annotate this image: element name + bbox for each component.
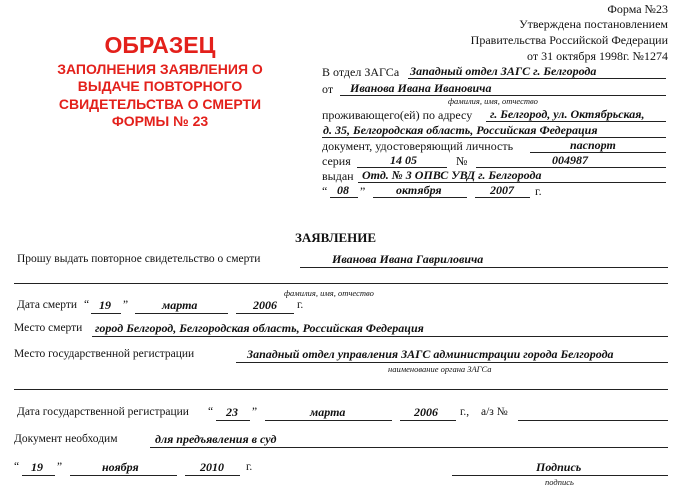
death-place: город Белгород, Белгородская область, Российская Федерация bbox=[95, 321, 424, 335]
reg-date-label: Дата государственной регистрации bbox=[17, 406, 189, 418]
sample-subtitle-3: СВИДЕТЕЛЬСТВА О СМЕРТИ bbox=[58, 96, 262, 112]
death-year-suffix: г. bbox=[297, 299, 304, 311]
death-month: марта bbox=[162, 298, 198, 312]
series-value: 14 05 bbox=[390, 153, 417, 167]
form-number: Форма №23 bbox=[607, 2, 668, 16]
signature-line bbox=[452, 475, 668, 476]
sign-month: ноября bbox=[102, 460, 139, 474]
from-value: Иванова Ивана Ивановича bbox=[350, 81, 492, 95]
record-label: а/з № bbox=[481, 406, 508, 418]
reg-month-line bbox=[265, 420, 392, 421]
issued-day: 08 bbox=[337, 183, 349, 197]
death-year: 2006 bbox=[253, 298, 277, 312]
number-label: № bbox=[456, 154, 468, 168]
death-day: 19 bbox=[99, 298, 111, 312]
issued-date-q-open: “ bbox=[322, 184, 328, 198]
to-label: В отдел ЗАГСа bbox=[322, 65, 400, 79]
doc-needed-label: Документ необходим bbox=[14, 433, 118, 445]
sign-year: 2010 bbox=[200, 460, 224, 474]
number-value: 004987 bbox=[552, 153, 588, 167]
series-label: серия bbox=[322, 154, 351, 168]
reg-place: Западный отдел управления ЗАГС администрации города Белгорода bbox=[247, 347, 614, 361]
reg-day-line bbox=[216, 420, 250, 421]
sample-subtitle-4: ФОРМЫ № 23 bbox=[111, 113, 209, 129]
death-date-q-open: “ bbox=[84, 299, 90, 311]
deceased-line-2 bbox=[14, 283, 668, 284]
sample-subtitle-2: ВЫДАЧЕ ПОВТОРНОГО bbox=[77, 78, 243, 94]
sign-date-q-open: “ bbox=[14, 461, 20, 473]
reg-place-line bbox=[236, 362, 668, 363]
sample-subtitle-1: ЗАПОЛНЕНИЯ ЗАЯВЛЕНИЯ О bbox=[57, 61, 263, 77]
issued-value: Отд. № 3 ОПВС УВД г. Белгорода bbox=[362, 168, 542, 182]
doc-needed-line bbox=[150, 447, 668, 448]
signature-hint: подпись bbox=[545, 477, 574, 487]
death-place-label: Место смерти bbox=[14, 322, 83, 334]
reg-place-label: Место государственной регистрации bbox=[14, 348, 195, 360]
form-approved: Утверждена постановлением bbox=[519, 17, 668, 31]
reg-place-line-2 bbox=[14, 389, 668, 390]
id-doc-value: паспорт bbox=[570, 138, 616, 152]
from-name-hint: фамилия, имя, отчество bbox=[448, 96, 538, 106]
issued-label: выдан bbox=[322, 169, 354, 183]
death-day-line bbox=[91, 313, 121, 314]
to-value: Западный отдел ЗАГС г. Белгорода bbox=[410, 64, 597, 78]
deceased-name-hint: фамилия, имя, отчество bbox=[284, 288, 374, 298]
record-line bbox=[518, 420, 668, 421]
reg-date-q-open: “ bbox=[208, 406, 214, 418]
reg-year-line bbox=[400, 420, 456, 421]
request-label: Прошу выдать повторное свидетельство о смерти bbox=[17, 253, 261, 265]
sign-year-suffix: г. bbox=[246, 461, 253, 473]
death-year-line bbox=[236, 313, 294, 314]
reg-day: 23 bbox=[226, 405, 238, 419]
death-date-label: Дата смерти bbox=[17, 299, 78, 311]
reg-year-suffix: г., bbox=[460, 406, 470, 418]
signature-value: Подпись bbox=[536, 460, 582, 474]
death-place-line bbox=[92, 336, 668, 337]
address-value-2: д. 35, Белгородская область, Российская Федерация bbox=[323, 123, 598, 137]
reg-place-hint: наименование органа ЗАГСа bbox=[388, 364, 492, 374]
sample-title: ОБРАЗЕЦ bbox=[104, 32, 216, 58]
sign-year-line bbox=[185, 475, 240, 476]
from-label: от bbox=[322, 82, 334, 96]
sign-month-line bbox=[70, 475, 177, 476]
statement-title: ЗАЯВЛЕНИЕ bbox=[295, 230, 377, 245]
deceased-name: Иванова Ивана Гавриловича bbox=[332, 252, 484, 266]
reg-year: 2006 bbox=[414, 405, 438, 419]
address-value-1: г. Белгород, ул. Октябрьская, bbox=[490, 107, 645, 121]
sign-day-line bbox=[22, 475, 55, 476]
form-decree-date: от 31 октября 1998г. №1274 bbox=[526, 49, 668, 63]
reg-date-q-close: ” bbox=[252, 406, 258, 418]
address-label: проживающего(ей) по адресу bbox=[322, 108, 473, 122]
death-date-q-close: ” bbox=[123, 299, 129, 311]
reg-month: марта bbox=[310, 405, 346, 419]
doc-needed-value: для предъявления в суд bbox=[155, 432, 277, 446]
sign-date-q-close: ” bbox=[57, 461, 63, 473]
issued-month: октября bbox=[396, 183, 442, 197]
sign-day: 19 bbox=[31, 460, 43, 474]
id-doc-label: документ, удостоверяющий личность bbox=[322, 139, 514, 153]
issued-date-q-close: ” bbox=[360, 184, 366, 198]
death-month-line bbox=[135, 313, 228, 314]
form-government: Правительства Российской Федерации bbox=[470, 33, 668, 47]
deceased-line bbox=[300, 267, 668, 268]
issued-year-suffix: г. bbox=[535, 184, 542, 198]
issued-year: 2007 bbox=[490, 183, 514, 197]
